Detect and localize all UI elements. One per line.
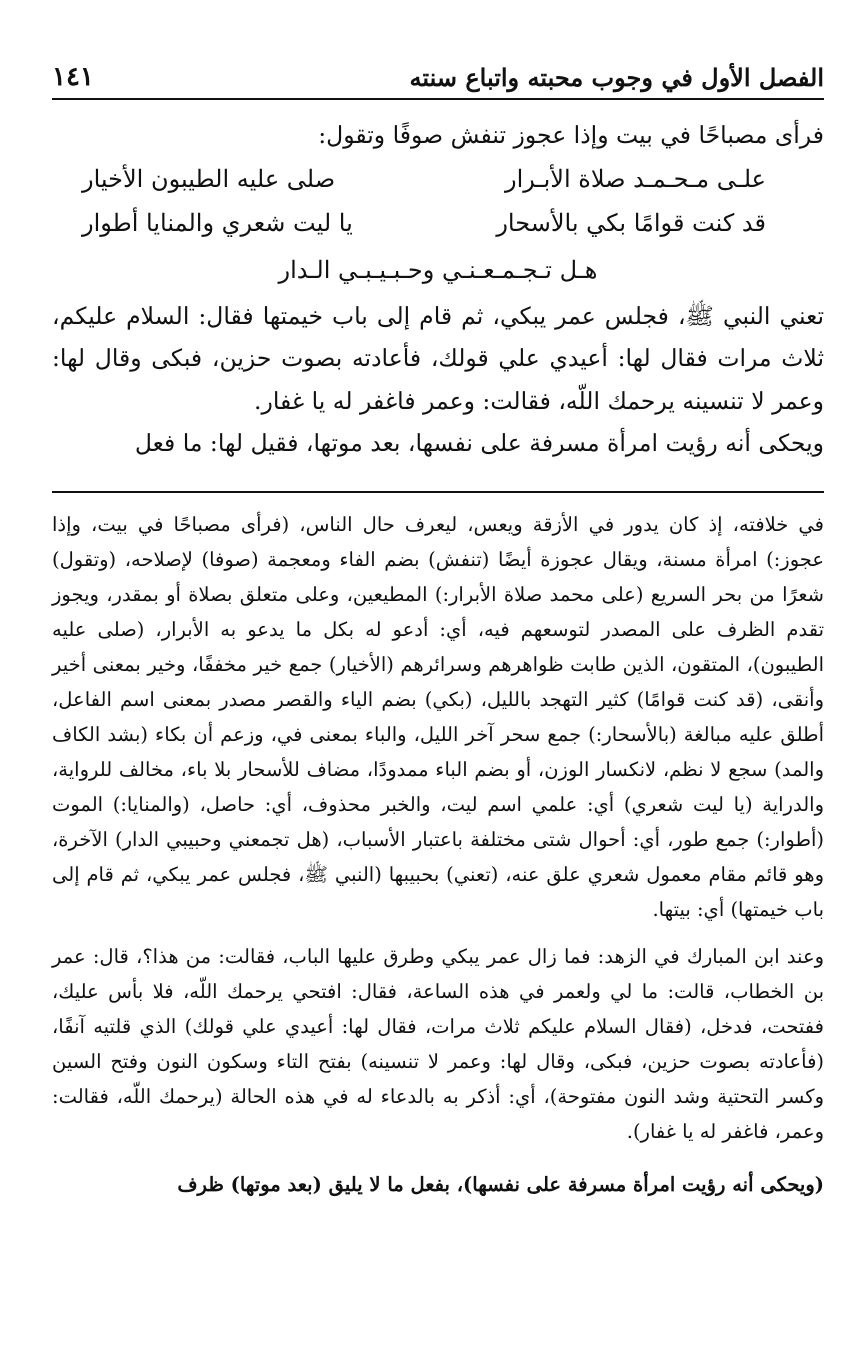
verse-2-hemistich-right: قد كنت قوامًا بكي بالأسحار <box>496 208 766 237</box>
commentary-paragraph-3: (ويحكى أنه رؤيت امرأة مسرفة على نفسها)، بفعل ما لا يليق (بعد موتها) ظرف <box>177 1172 824 1196</box>
verse-1-hemistich-right: علـى مـحـمـد صلاة الأبـرار <box>505 164 766 193</box>
verse-line-2 <box>52 201 824 245</box>
commentary-divider <box>52 491 824 493</box>
main-text <box>52 114 824 465</box>
commentary-paragraph-1: في خلافته، إذ كان يدور في الأزقة ويعس، ليعرف حال الناس، (فرأى مصباحًا في بيت، وإذا عجوز:) امرأة مسنة، ويقال عجوزة أيضًا (تنفش) بضم الفاء ومعجمة (صوفا) لإصلاحه، (وتقول) شعرًا من بحر السريع (على محمد صلاة الأبرار:) المطيعين، وعلى متعلق بصلاة أو بمقدر، ويجوز تقدم الظرف على المصدر لتوسعهم فيه، أي: أدعو له بكل ما يدعو به الأبرار، (صلى عليه الطيبون)، المتقون، الذين طابت ظواهرهم وسرائرهم (الأخيار) جمع خير مخففًا، وخير بمعنى أخير وأنقى، (قد كنت قوامًا) كثير التهجد بالليل، (بكي) بضم الياء والقصر مصدر بمعنى اسم الفاعل، أطلق عليه مبالغة (بالأسحار:) جمع سحر آخر الليل، والباء بمعنى في، وزعم أن بكاء (بشد الكاف والمد) سجع لا نظم، لانكسار الوزن، أو بضم الباء ممدودًا، مضاف للأسحار بلا باء، مخالف للرواية، والدراية (يا ليت شعري) أي: علمي اسم ليت، والخبر محذوف، أي: حاصل، (والمنايا:) الموت (أطوار:) جمع طور، أي: أحوال شتى مختلفة باعتبار الأسباب، (هل تجمعني وحبيبي الدار) الآخرة، وهو قائم مقام معمول شعري علق عنه، (تعني) بحبيبها (النبي ﷺ، فجلس عمر يبكي، ثم قام إلى باب خيمتها) أي: بيتها. <box>52 512 824 921</box>
main-paragraph-1: تعني النبي ﷺ، فجلس عمر يبكي، ثم قام إلى باب خيمتها فقال: السلام عليكم، ثلاث مرات فقال لها: أعيدي علي قولك، فأعادته بصوت حزين، فبكى وقال لها: وعمر لا تنسينه يرحمك اللّه، فقالت: وعمر فاغفر له يا غفار. <box>52 301 824 415</box>
main-paragraph-2: ويحكى أنه رؤيت امرأة مسرفة على نفسها، بعد موتها، فقيل لها: ما فعل <box>134 429 824 457</box>
verse-line-3: هـل تـجـمـعـنـي وحـبـيـبـي الـدار <box>278 255 598 284</box>
verse-2-hemistich-left: يا ليت شعري والمنايا أطوار <box>82 208 353 237</box>
intro-line: فرأى مصباحًا في بيت وإذا عجوز تنفش صوفًا وتقول: <box>318 121 824 149</box>
page-number: ١٤١ <box>52 62 94 92</box>
running-title: الفصل الأول في وجوب محبته واتباع سنته <box>409 63 824 92</box>
commentary-paragraph-2: وعند ابن المبارك في الزهد: فما زال عمر يبكي وطرق عليها الباب، فقالت: من هذا؟، قال: عمر بن الخطاب، قالت: ما لي ولعمر في هذه الساعة، فقال: افتحي يرحمك اللّه، فلا بأس عليك، ففتحت، فدخل، (فقال السلام عليكم ثلاث مرات، فقال لها: أعيدي علي قولك) الذي قلتيه آنفًا، (فأعادته بصوت حزين، فبكى، وقال لها: وعمر لا تنسينه) بفتح التاء وسكون النون وفتح السين وكسر التحتية وشد النون مفتوحة)، أي: أذكر به بالدعاء له في هذه الحالة (يرحمك اللّه، فقالت: وعمر، فاغفر له يا غفار). <box>52 944 824 1143</box>
header-divider <box>52 98 824 100</box>
page-header <box>52 48 824 92</box>
commentary-text <box>52 507 824 1202</box>
verse-line-1 <box>52 157 824 201</box>
verse-1-hemistich-left: صلى عليه الطيبون الأخيار <box>82 164 336 193</box>
